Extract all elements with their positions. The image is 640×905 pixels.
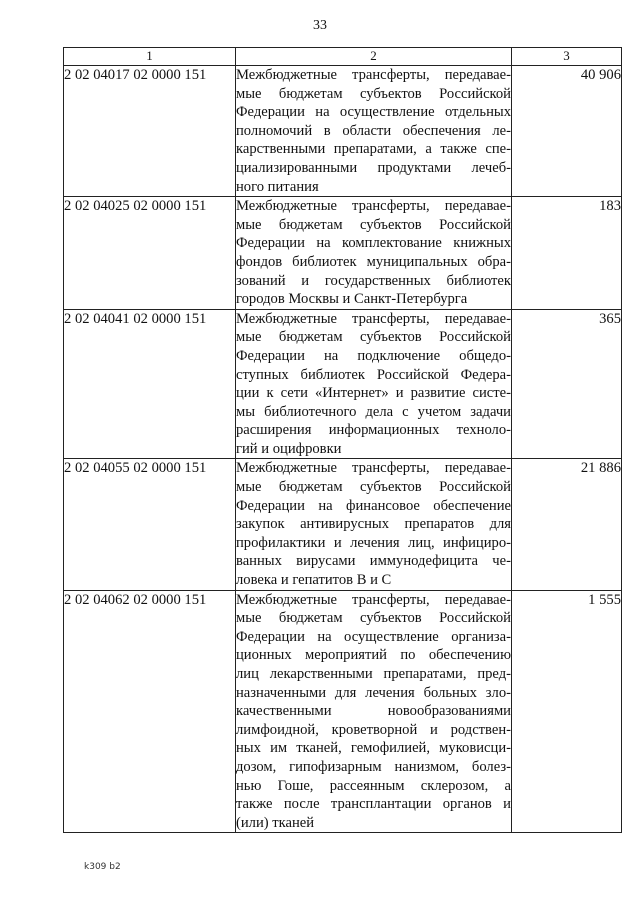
description-line: лиц лекарственными препаратами, пред-: [236, 666, 511, 682]
transfer-description: [236, 66, 512, 197]
column-header-description: 2: [236, 48, 512, 66]
table-body: [64, 66, 622, 833]
transfer-description: [236, 309, 512, 459]
description-line: мые бюджетам субъектов Российской: [236, 216, 511, 233]
table-row: [64, 590, 622, 833]
budget-classification-code: 2 02 04055 02 0000 151: [64, 459, 236, 590]
description-line: ции к сети «Интернет» и развитие систе-: [236, 385, 511, 402]
description-line: дозом, гипофизарным нанизмом, болез-: [236, 758, 511, 775]
budget-classification-code: 2 02 04017 02 0000 151: [64, 66, 236, 197]
description-line: зований и государственных библиотек: [236, 272, 511, 289]
description-line: городов Москвы и Санкт-Петербурга: [236, 291, 468, 308]
transfer-amount: 21 886: [512, 459, 622, 590]
table-row: [64, 459, 622, 590]
budget-classification-code: 2 02 04062 02 0000 151: [64, 590, 236, 833]
transfer-amount: 40 906: [512, 66, 622, 197]
description-line: Федерации на подключение общедо-: [236, 347, 511, 364]
description-line: фондов библиотек муниципальных обра-: [236, 253, 511, 270]
description-line: ванных вирусами иммунодефицита че-: [236, 553, 511, 570]
table-header-row: [64, 48, 622, 66]
description-line: мые бюджетам субъектов Российской: [236, 85, 511, 102]
description-line: лимфоидной, кроветворной и родствен-: [236, 721, 511, 738]
page-number: 33: [313, 18, 327, 33]
description-line: мы библиотечного дела с учетом задачи: [236, 403, 511, 420]
description-line: расширения информационных техноло-: [236, 422, 511, 439]
description-line: Федерации на осуществление отдельных: [236, 104, 511, 121]
document-footer-mark: k309 b2: [84, 862, 121, 872]
transfer-amount: 183: [512, 197, 622, 310]
description-line: Межбюджетные трансферты, передавае-: [236, 460, 511, 477]
description-line: мые бюджетам субъектов Российской: [236, 479, 511, 496]
description-line: ного питания: [236, 178, 319, 195]
description-line: нью Гоше, рассеянным склерозом, а: [236, 777, 511, 794]
table-row: [64, 309, 622, 459]
description-line: Межбюджетные трансферты, передавае-: [236, 198, 511, 215]
description-line: карственными препаратами, а также спе-: [236, 141, 511, 158]
description-line: ционных мероприятий по обеспечению: [236, 647, 511, 664]
description-line: Межбюджетные трансферты, передавае-: [236, 67, 511, 83]
description-line: ловека и гепатитов В и С: [236, 572, 392, 589]
description-line: ных им тканей, гемофилией, муковисци-: [236, 740, 511, 757]
description-line: циализированными продуктами лечеб-: [236, 159, 511, 176]
description-line: закупок антивирусных препаратов для: [236, 516, 511, 533]
budget-classification-code: 2 02 04041 02 0000 151: [64, 309, 236, 459]
transfer-amount: 1 555: [512, 590, 622, 833]
transfer-description: [236, 197, 512, 310]
budget-table: [63, 47, 622, 833]
transfer-description: [236, 459, 512, 590]
description-line: мые бюджетам субъектов Российской: [236, 610, 511, 627]
table-row: [64, 197, 622, 310]
description-line: полномочий в области обеспечения ле-: [236, 122, 511, 139]
column-header-code: 1: [64, 48, 236, 66]
description-line: Межбюджетные трансферты, передавае-: [236, 591, 511, 608]
description-line: (или) тканей: [236, 814, 315, 831]
description-line: ступных библиотек Российской Федера-: [236, 366, 511, 383]
transfer-amount: 365: [512, 309, 622, 459]
description-line: Федерации на финансовое обеспечение: [236, 497, 511, 514]
description-line: профилактики и лечения лиц, инфициро-: [236, 534, 511, 551]
description-line: гий и оцифровки: [236, 440, 342, 457]
description-line: также после трансплантации органов и: [236, 796, 511, 813]
description-line: Межбюджетные трансферты, передавае-: [236, 310, 511, 327]
description-line: Федерации на осуществление организа-: [236, 628, 511, 645]
budget-classification-code: 2 02 04025 02 0000 151: [64, 197, 236, 310]
description-line: Федерации на комплектование книжных: [236, 235, 511, 252]
column-header-amount: 3: [512, 48, 622, 66]
description-line: мые бюджетам субъектов Российской: [236, 329, 511, 346]
description-line: качественными новообразованиями: [236, 703, 511, 720]
transfer-description: [236, 590, 512, 833]
table-row: [64, 66, 622, 197]
description-line: назначенными для лечения больных зло-: [236, 684, 511, 701]
